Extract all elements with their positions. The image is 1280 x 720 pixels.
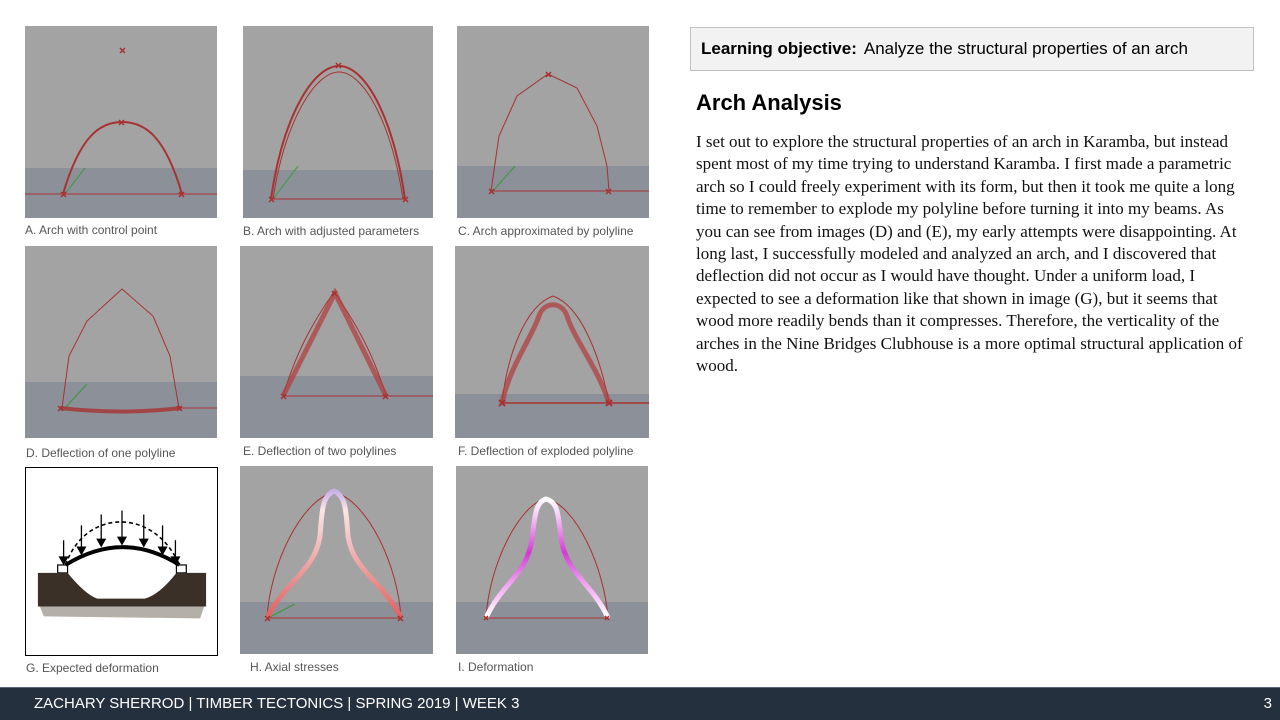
caption-a: A. Arch with control point (25, 223, 158, 237)
caption-b: B. Arch with adjusted parameters (243, 224, 420, 238)
objective-label: Learning objective: (701, 39, 857, 58)
image-g-expected-deformation (25, 467, 218, 656)
footer-bar (0, 687, 1280, 720)
image-e-deflection-two-polylines (240, 246, 433, 438)
image-i-deformation (456, 466, 648, 654)
caption-g: G. Expected deformation (26, 661, 159, 675)
image-d-deflection-one-polyline (25, 246, 217, 438)
caption-f: F. Deflection of exploded polyline (458, 444, 634, 458)
caption-i: I. Deformation (458, 660, 534, 674)
image-b-arch-adjusted-parameters (243, 26, 433, 218)
image-a-arch-control-point (25, 26, 217, 218)
caption-d: D. Deflection of one polyline (26, 446, 176, 460)
page-title: Arch Analysis (696, 90, 842, 115)
page-number: 3 (1263, 695, 1272, 712)
learning-objective-box (690, 27, 1254, 71)
objective-text: Analyze the structural properties of an arch (863, 39, 1188, 58)
footer-text: ZACHARY SHERROD | TIMBER TECTONICS | SPRING 2019 | WEEK 3 (34, 695, 520, 712)
body-paragraph: I set out to explore the structural properties of an arch in Karamba, but instead spent most of my time trying to understand Karamba. I first made a parametric arch so I could freely experiment with its form, but then it took me quite a long time to remember to explode my polyline before turning it into my beams. As you can see from images (D) and (E), my early attempts were disappointing. At long last, I successfully modeled and analyzed an arch, and I discovered that deflection did not occur as I would have thought. Under a uniform load, I expected to see a deformation like that shown in image (G), but it seems that wood more readily bends than it compresses. Therefore, the verticality of the arches in the Nine Bridges Clubhouse is a more optimal structural application of wood. (696, 132, 1243, 376)
image-h-axial-stresses (240, 466, 433, 654)
caption-h: H. Axial stresses (250, 660, 339, 674)
image-c-arch-polyline (457, 26, 649, 218)
caption-e: E. Deflection of two polylines (243, 444, 397, 458)
image-f-deflection-exploded-polyline (455, 246, 649, 438)
caption-c: C. Arch approximated by polyline (458, 224, 634, 238)
